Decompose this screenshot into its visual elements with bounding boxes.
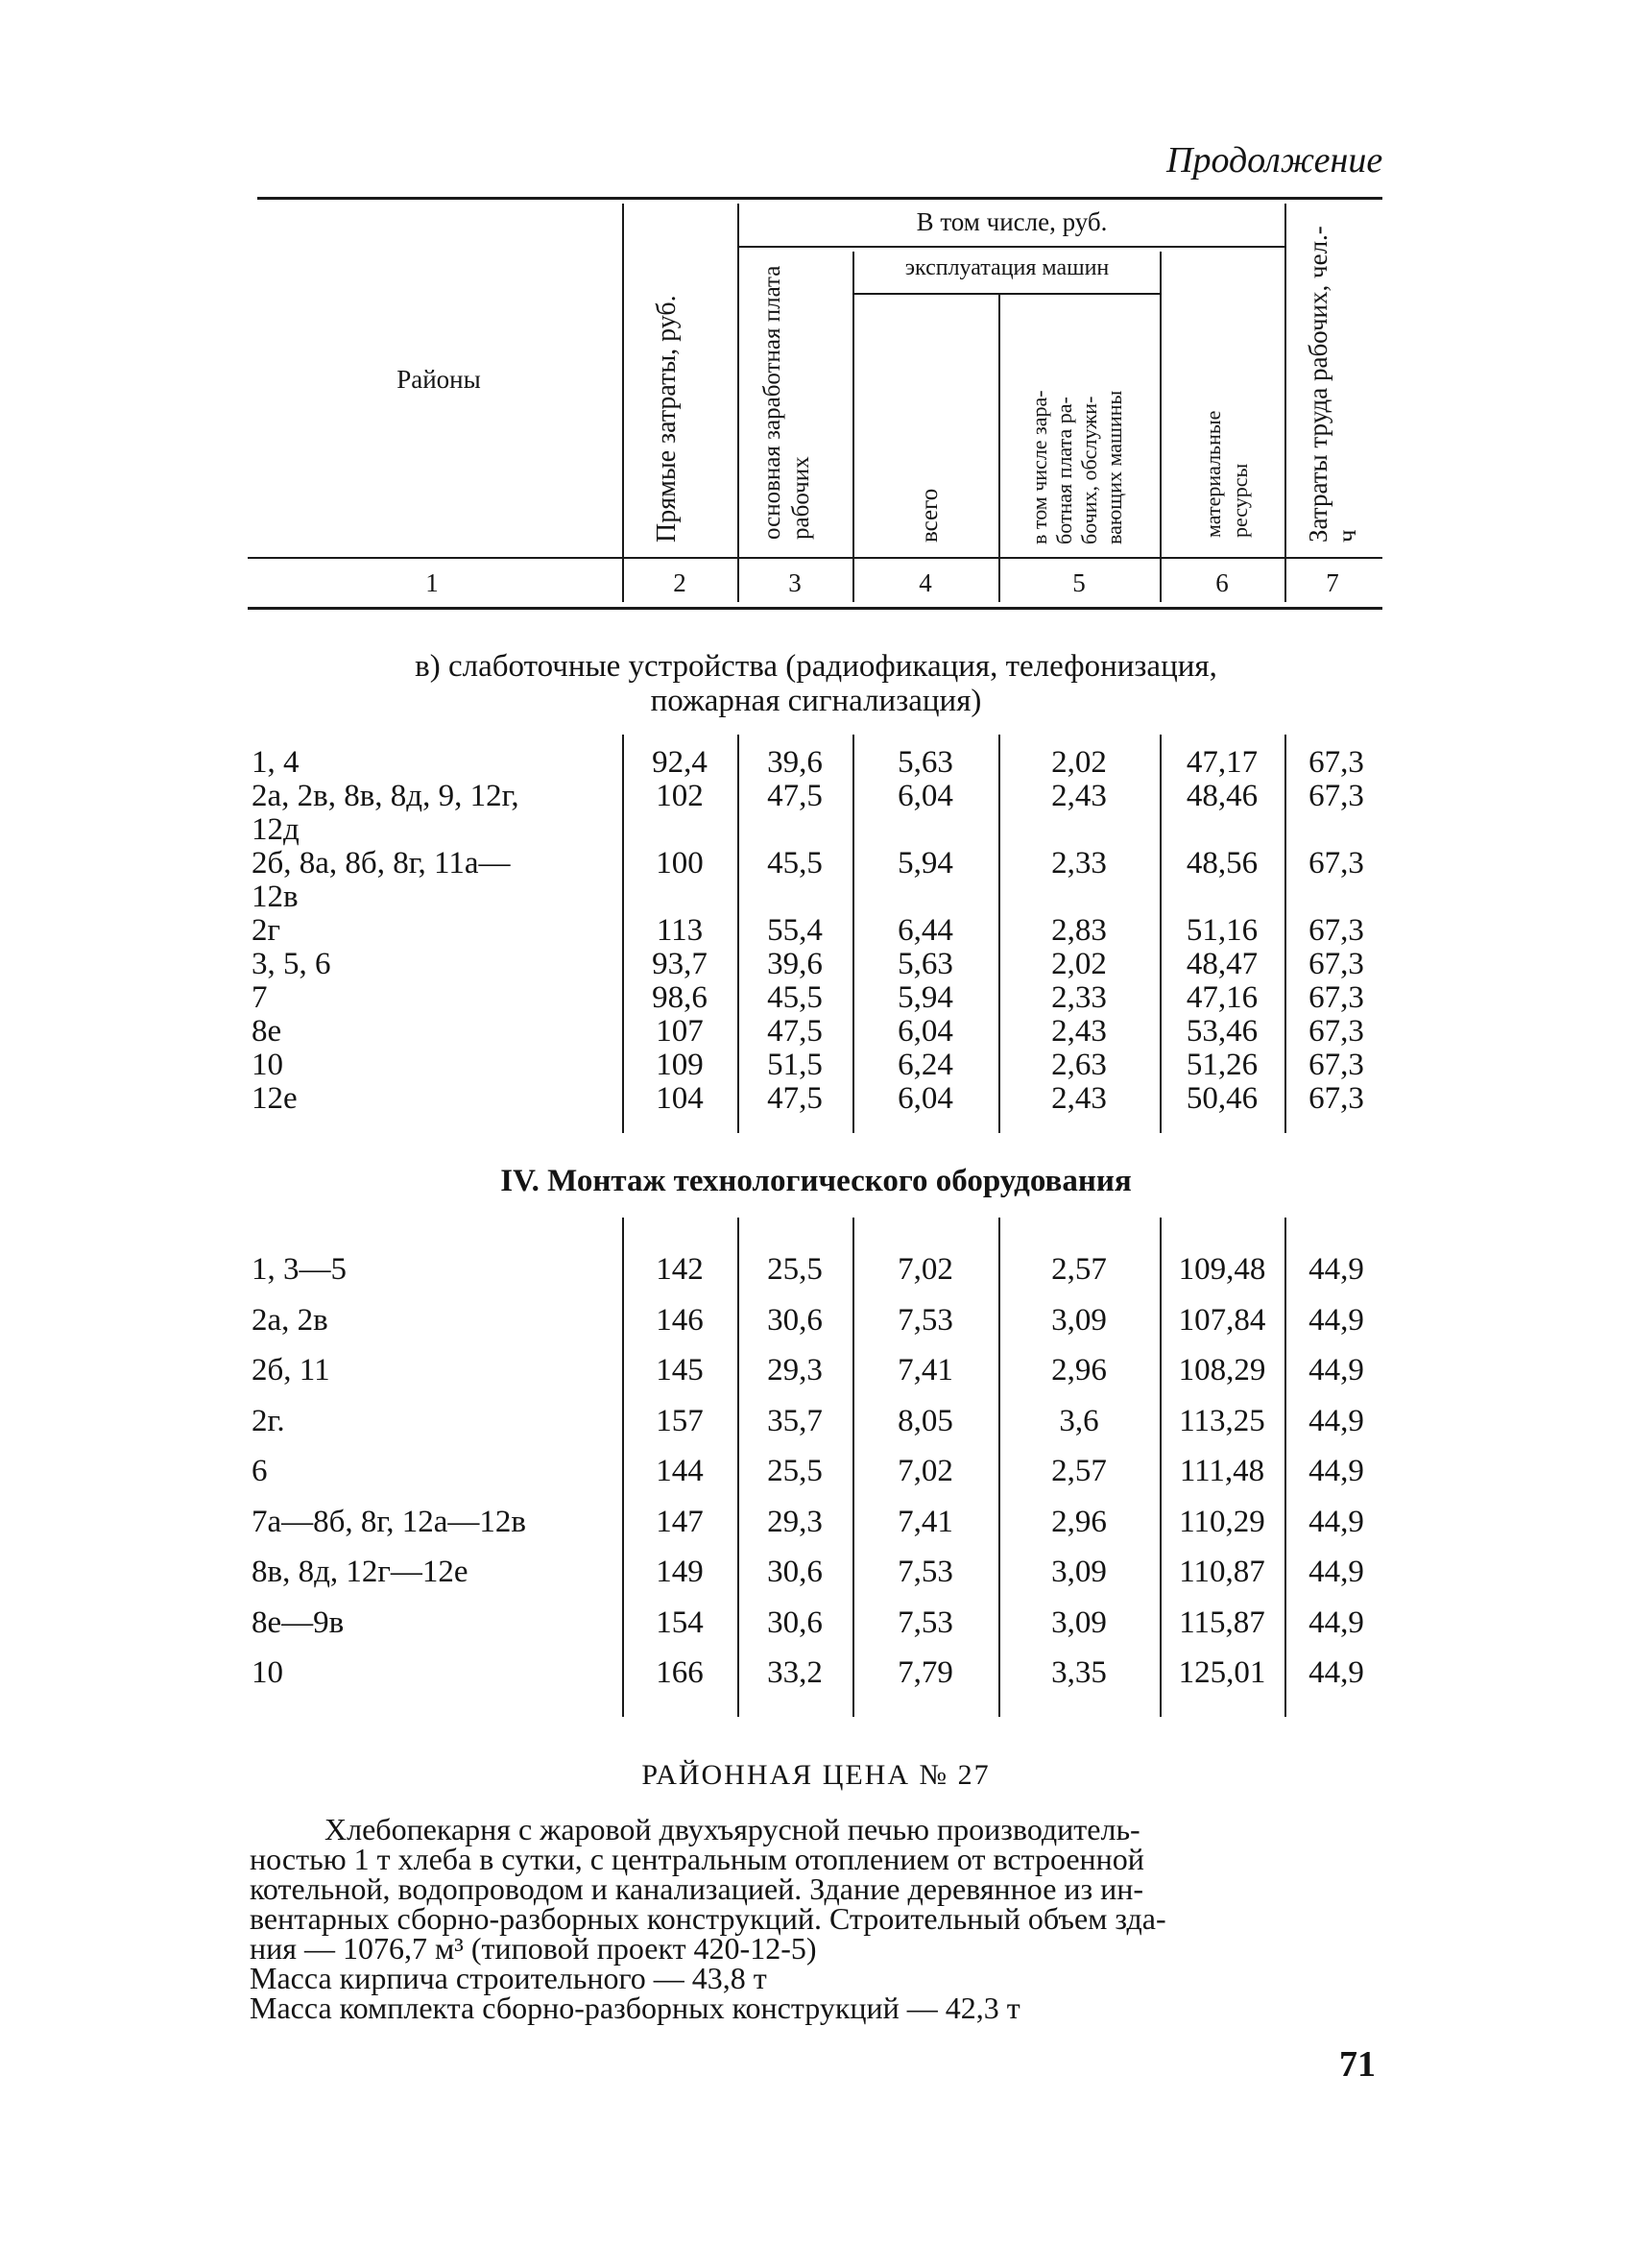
value-cell: 92,4 (652, 745, 708, 780)
value-cell: 108,29 (1178, 1353, 1266, 1387)
district-cell: 8в, 8д, 12г—12е (252, 1555, 468, 1589)
price-line-3: котельной, водопроводом и канализацией. Здание деревянное из ин- (250, 1871, 1144, 1906)
value-cell: 47,5 (767, 779, 823, 813)
value-cell: 145 (656, 1353, 704, 1387)
value-cell: 6,04 (898, 1081, 953, 1116)
value-cell: 125,01 (1178, 1655, 1266, 1690)
header-districts: Районы (396, 365, 481, 394)
value-cell: 2,83 (1051, 913, 1107, 948)
value-cell: 7,79 (898, 1655, 953, 1690)
value-cell: 39,6 (767, 745, 823, 780)
value-cell: 2,02 (1051, 947, 1107, 981)
colnum-7: 7 (1326, 568, 1339, 597)
vline-h2 (737, 204, 739, 602)
value-cell: 2,43 (1051, 1081, 1107, 1116)
value-cell: 55,4 (767, 913, 823, 948)
value-cell: 44,9 (1308, 1353, 1364, 1387)
value-cell: 7,53 (898, 1604, 953, 1640)
district-cell: 1, 3—5 (252, 1252, 347, 1287)
price-line-4: вентарных сборно-разборных конструкций. Строительный объем зда- (250, 1901, 1166, 1936)
district-cell: 8е—9в (252, 1604, 345, 1640)
value-cell: 7,41 (898, 1504, 953, 1539)
value-cell: 67,3 (1308, 947, 1364, 981)
value-cell: 3,09 (1051, 1555, 1107, 1589)
value-cell: 111,48 (1179, 1454, 1265, 1488)
district-cell: 10 (252, 1655, 283, 1690)
value-cell: 67,3 (1308, 913, 1364, 948)
district-cell-cont: 12в (252, 880, 299, 914)
header-machines-wages-4: вающих машины (1102, 390, 1126, 544)
value-cell: 44,9 (1308, 1403, 1364, 1438)
value-cell: 29,3 (767, 1504, 823, 1539)
header-machines-total-cell (917, 442, 955, 547)
value-cell: 47,5 (767, 1014, 823, 1049)
value-cell: 2,96 (1051, 1353, 1107, 1387)
value-cell: 104 (656, 1081, 704, 1116)
value-cell: 33,2 (767, 1655, 823, 1690)
running-head: Продолжение (1166, 140, 1383, 181)
value-cell: 48,46 (1186, 779, 1259, 813)
value-cell: 44,9 (1308, 1555, 1364, 1589)
value-cell: 53,46 (1186, 1014, 1259, 1049)
value-cell: 67,3 (1308, 779, 1364, 813)
price-line-7: Масса комплекта сборно-разборных конструкций — 42,3 т (250, 1991, 1020, 2025)
colnum-4: 4 (919, 568, 932, 597)
value-cell: 67,3 (1308, 745, 1364, 780)
value-cell: 113 (656, 913, 704, 948)
value-cell: 144 (656, 1454, 704, 1488)
vline-h3 (852, 252, 854, 602)
vline-h5 (1160, 252, 1162, 602)
value-cell: 7,53 (898, 1302, 953, 1338)
district-cell-cont: 12д (252, 812, 300, 847)
district-cell: 10 (252, 1048, 283, 1082)
value-cell: 7,53 (898, 1555, 953, 1589)
value-cell: 45,5 (767, 846, 823, 881)
district-cell: 12е (252, 1081, 298, 1116)
value-cell: 113,25 (1179, 1403, 1265, 1438)
value-cell: 44,9 (1308, 1655, 1364, 1690)
value-cell: 93,7 (652, 947, 708, 981)
value-cell: 109 (656, 1048, 704, 1082)
value-cell: 7,41 (898, 1353, 953, 1387)
value-cell: 2,57 (1051, 1252, 1107, 1287)
value-cell: 6,04 (898, 779, 953, 813)
value-cell: 157 (656, 1403, 704, 1438)
table-top-rule (257, 197, 1382, 200)
header-machines-wages-1: в том числе зара- (1027, 390, 1051, 544)
value-cell: 35,7 (767, 1403, 823, 1438)
value-cell: 47,16 (1186, 980, 1259, 1015)
colnum-2: 2 (673, 568, 686, 597)
section-iv-title: IV. Монтаж технологического оборудования (500, 1164, 1132, 1198)
value-cell: 154 (656, 1604, 704, 1640)
hline-including (739, 246, 1284, 248)
district-cell: 2а, 2в (252, 1302, 328, 1338)
price-line-2: ностью 1 т хлеба в сутки, с центральным отоплением от встроенной (250, 1842, 1144, 1876)
header-direct-costs-cell (632, 216, 728, 543)
value-cell: 67,3 (1308, 980, 1364, 1015)
value-cell: 44,9 (1308, 1302, 1364, 1338)
value-cell: 30,6 (767, 1555, 823, 1589)
value-cell: 47,17 (1186, 745, 1259, 780)
value-cell: 25,5 (767, 1454, 823, 1488)
section-v-title-2: пожарная сигнализация) (650, 684, 982, 718)
value-cell: 51,26 (1186, 1048, 1259, 1082)
value-cell: 3,6 (1059, 1403, 1099, 1438)
header-labor-cell (1304, 216, 1380, 547)
vline-h1 (622, 204, 624, 602)
value-cell: 67,3 (1308, 846, 1364, 881)
value-cell: 6,24 (898, 1048, 953, 1082)
header-wages: основная заработная плата рабочих (759, 265, 814, 540)
header-machines-wages-cell (1027, 300, 1152, 547)
value-cell: 48,47 (1186, 947, 1259, 981)
value-cell: 44,9 (1308, 1604, 1364, 1640)
price-line-5: ния — 1076,7 м³ (типовой проект 420-12-5) (250, 1931, 817, 1966)
value-cell: 102 (656, 779, 704, 813)
header-materials: материальные ресурсы (1201, 410, 1252, 538)
value-cell: 67,3 (1308, 1081, 1364, 1116)
district-cell: 8е (252, 1014, 282, 1049)
value-cell: 2,02 (1051, 745, 1107, 780)
district-cell: 6 (252, 1454, 268, 1488)
value-cell: 44,9 (1308, 1252, 1364, 1287)
vline-h6 (1284, 204, 1286, 602)
value-cell: 100 (656, 846, 704, 881)
value-cell: 3,09 (1051, 1302, 1107, 1338)
value-cell: 30,6 (767, 1302, 823, 1338)
value-cell: 45,5 (767, 980, 823, 1015)
value-cell: 25,5 (767, 1252, 823, 1287)
value-cell: 110,87 (1179, 1555, 1265, 1589)
value-cell: 5,94 (898, 846, 953, 881)
value-cell: 51,5 (767, 1048, 823, 1082)
value-cell: 44,9 (1308, 1454, 1364, 1488)
value-cell: 2,96 (1051, 1504, 1107, 1539)
header-materials-cell (1200, 346, 1277, 547)
header-machines: эксплуатация машин (904, 255, 1110, 280)
value-cell: 115,87 (1179, 1604, 1265, 1640)
value-cell: 50,46 (1186, 1081, 1259, 1116)
header-including: В том числе, руб. (916, 207, 1108, 236)
district-cell: 2г. (252, 1403, 285, 1438)
price-text (250, 1812, 1166, 2025)
value-cell: 39,6 (767, 947, 823, 981)
colnum-3: 3 (788, 568, 802, 597)
price-line-1: Хлебопекарня с жаровой двухъярусной печью производитель- (324, 1812, 1140, 1846)
value-cell: 107,84 (1178, 1302, 1266, 1338)
value-cell: 2,33 (1051, 980, 1107, 1015)
value-cell: 98,6 (652, 980, 708, 1015)
value-cell: 2,57 (1051, 1454, 1107, 1488)
district-cell: 2а, 2в, 8в, 8д, 9, 12г, (252, 779, 519, 813)
header-wages-cell (758, 252, 845, 544)
header-direct-costs: Прямые затраты, руб. (652, 295, 682, 543)
value-cell: 51,16 (1186, 913, 1259, 948)
value-cell: 44,9 (1308, 1504, 1364, 1539)
price-line-6: Масса кирпича строительного — 43,8 т (250, 1961, 767, 1995)
hline-colnums-bottom (248, 607, 1382, 610)
value-cell: 6,04 (898, 1014, 953, 1049)
district-cell: 2б, 11 (252, 1353, 330, 1387)
value-cell: 5,63 (898, 745, 953, 780)
district-cell: 2б, 8а, 8б, 8г, 11а— (252, 846, 511, 881)
district-cell: 2г (252, 913, 281, 948)
page-number: 71 (1339, 2044, 1376, 2085)
value-cell: 3,35 (1051, 1655, 1107, 1690)
value-cell: 147 (656, 1504, 704, 1539)
value-cell: 2,43 (1051, 779, 1107, 813)
value-cell: 2,63 (1051, 1048, 1107, 1082)
value-cell: 6,44 (898, 913, 953, 948)
value-cell: 3,09 (1051, 1604, 1107, 1640)
value-cell: 107 (656, 1014, 704, 1049)
vline-h4 (998, 293, 1000, 602)
district-cell: 7 (252, 980, 268, 1015)
vline-v6 (1284, 735, 1286, 1133)
section-v-title-1: в) слаботочные устройства (радиофикация, телефонизация, (415, 649, 1217, 684)
hline-colnums-top (248, 557, 1382, 559)
value-cell: 5,63 (898, 947, 953, 981)
header-labor: Затраты труда рабочих, чел.-ч (1304, 226, 1361, 543)
value-cell: 47,5 (767, 1081, 823, 1116)
value-cell: 5,94 (898, 980, 953, 1015)
value-cell: 7,02 (898, 1252, 953, 1287)
header-machines-total: всего (917, 488, 943, 543)
colnum-6: 6 (1215, 568, 1229, 597)
district-cell: 7а—8б, 8г, 12а—12в (252, 1504, 526, 1539)
value-cell: 2,33 (1051, 846, 1107, 881)
price-title: РАЙОННАЯ ЦЕНА № 27 (641, 1759, 991, 1791)
district-cell: 1, 4 (252, 745, 300, 780)
value-cell: 110,29 (1179, 1504, 1265, 1539)
header-machines-wages-3: бочих, обслужи- (1077, 396, 1101, 544)
header-machines-wages-2: ботная плата ра- (1052, 397, 1076, 544)
value-cell: 2,43 (1051, 1014, 1107, 1049)
value-cell: 7,02 (898, 1454, 953, 1488)
colnum-1: 1 (425, 568, 439, 597)
value-cell: 67,3 (1308, 1014, 1364, 1049)
district-cell: 3, 5, 6 (252, 947, 331, 981)
value-cell: 67,3 (1308, 1048, 1364, 1082)
value-cell: 8,05 (898, 1403, 953, 1438)
vline-iv6 (1284, 1218, 1286, 1717)
value-cell: 48,56 (1186, 846, 1259, 881)
colnum-5: 5 (1072, 568, 1086, 597)
value-cell: 29,3 (767, 1353, 823, 1387)
value-cell: 166 (656, 1655, 704, 1690)
hline-machines (854, 293, 1160, 295)
value-cell: 30,6 (767, 1604, 823, 1640)
value-cell: 149 (656, 1555, 704, 1589)
value-cell: 146 (656, 1302, 704, 1338)
value-cell: 142 (656, 1252, 704, 1287)
value-cell: 109,48 (1178, 1252, 1266, 1287)
